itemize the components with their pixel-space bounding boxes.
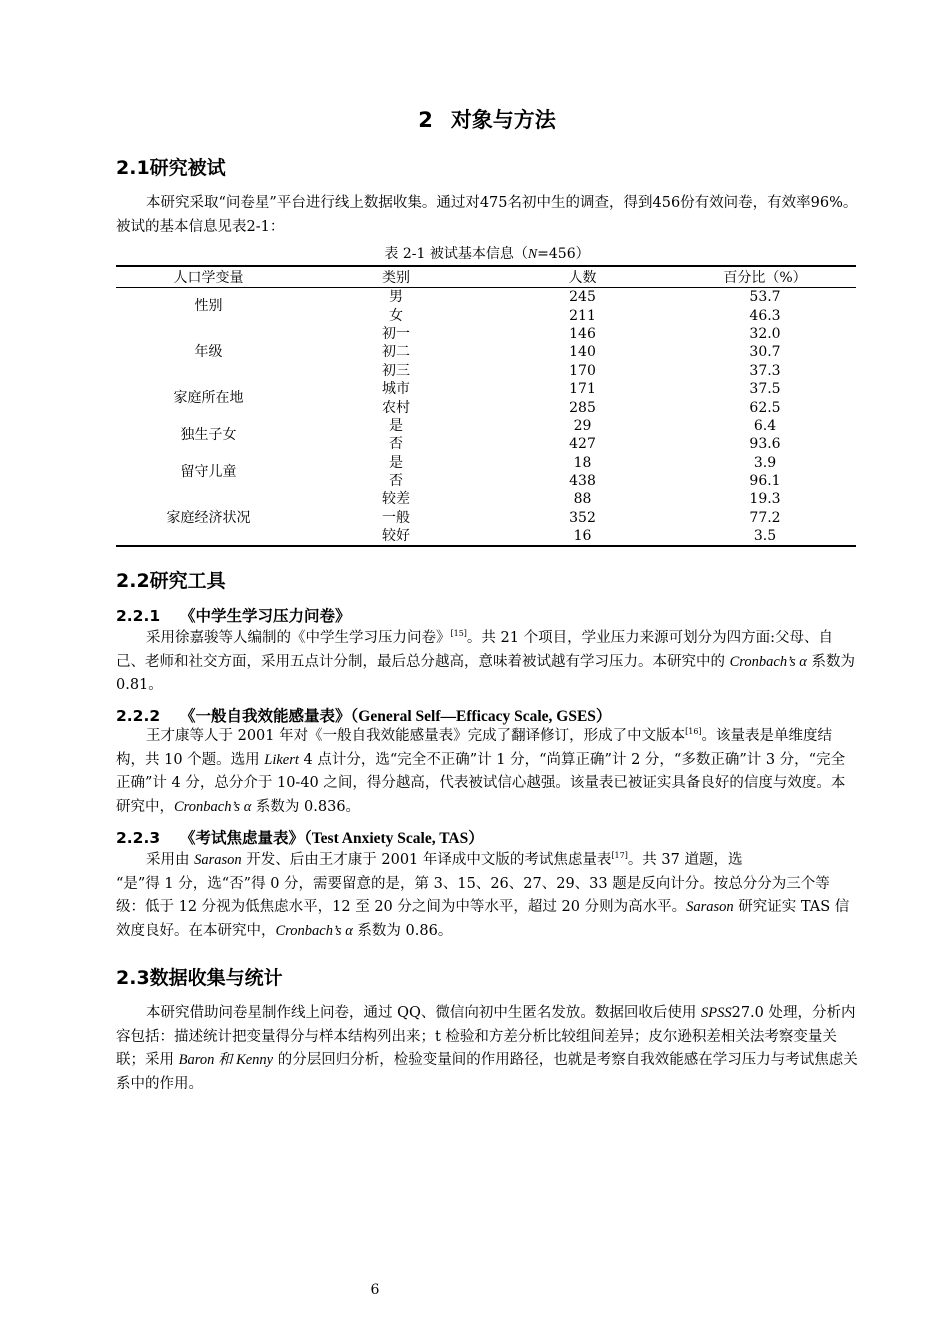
baron-kenny-term: Baron 和 Kenny [178, 1052, 274, 1068]
paragraph-text [116, 627, 858, 698]
text-run: “是”得 1 分，选“否”得 0 分，需要留意的是，第 3、15、26、27、29、33 题是反向计分。按总分分为三个等级：低于 12 分视为低焦虑水平，12 至 20 分之间为中等水平，超过 20 分则为高水平。 [116, 875, 830, 915]
percent-cell: 30.7 [749, 344, 781, 361]
citation-ref: [16] [685, 727, 702, 736]
text-run: 开发、后由王才康于 2001 年译成中文版的考试焦虑量表 [241, 852, 612, 868]
spss-term: SPSS [701, 1005, 732, 1021]
subsection-title-end: ） [468, 829, 484, 847]
page-number: 6 [370, 1282, 380, 1298]
text-run: 系数为 0.81。 [116, 653, 856, 693]
chapter-number: 2 [418, 108, 433, 132]
count-cell: 427 [569, 436, 596, 453]
paragraph-text [116, 725, 858, 819]
variable-name-cell: 留守儿童 [180, 463, 237, 480]
count-cell: 352 [569, 509, 596, 526]
text-run: 系数为 0.86。 [352, 922, 453, 939]
paragraph-text [116, 1002, 858, 1096]
count-cell: 438 [569, 473, 596, 490]
table-row [116, 490, 856, 508]
subsection-number: 2.2.2 [116, 707, 161, 725]
category-cell: 较差 [382, 491, 410, 508]
category-cell: 女 [389, 307, 403, 324]
percent-cell: 6.4 [753, 417, 777, 434]
caption-suffix: =456） [537, 246, 590, 262]
sarason-term: Sarason [194, 852, 242, 868]
subsection-heading-2-2-3 [116, 826, 484, 848]
text-run: 系数为 0.836。 [251, 798, 361, 815]
percent-cell: 77.2 [749, 509, 781, 526]
table-body [116, 288, 856, 547]
count-cell: 170 [569, 362, 596, 379]
category-cell: 一般 [382, 509, 410, 526]
table-row [116, 325, 856, 343]
subsection-heading-2-2-1 [116, 604, 351, 626]
category-cell: 初三 [382, 362, 410, 379]
paragraph-text [116, 873, 858, 944]
text-run: 王才康等人于 2001 年对《一般自我效能感量表》完成了翻译修订，形成了中文版本 [146, 728, 686, 744]
text-run: 4 点计分，选“完全不正确”计 1 分，“尚算正确”计 2 分，“多数正确”计 3 分，“完全正确”计 4 分，总分介于 10-40 之间，得分越高，代表被试信心越强。该量表已被证实具备良好的信度与效度。本研究中， [116, 751, 846, 815]
category-cell: 否 [389, 436, 403, 453]
count-cell: 18 [573, 454, 592, 471]
text-run: 。共 37 道题，选 [627, 852, 743, 868]
paragraph-line [116, 849, 858, 873]
alpha-term: Cronbach’s α [729, 653, 807, 670]
variable-name-cell: 性别 [194, 298, 223, 315]
category-cell: 否 [389, 473, 403, 490]
percent-cell: 62.5 [749, 399, 781, 416]
percent-cell: 53.7 [749, 289, 781, 306]
percent-cell: 3.5 [753, 528, 777, 545]
citation-ref: [15] [450, 629, 467, 638]
variable-name-cell: 独生子女 [180, 427, 237, 444]
table-caption [116, 243, 858, 263]
percent-cell: 37.3 [749, 362, 781, 379]
alpha-term: Cronbach’s α [174, 798, 252, 815]
variable-name-cell: 家庭经济状况 [166, 509, 251, 526]
table-row [116, 288, 856, 307]
table-header-row [116, 266, 856, 288]
subsection-title-end: ） [595, 707, 612, 725]
percent-cell: 46.3 [749, 307, 781, 324]
subsection-title: 《中学生学习压力问卷》 [180, 607, 351, 625]
section-heading-2-3: 2.3数据收集与统计 [116, 967, 283, 989]
subsection-2-2-3-paragraph [116, 849, 858, 943]
category-cell: 是 [389, 454, 403, 471]
subsection-title-en: General Self—Efficacy Scale, GSES [358, 708, 596, 725]
percent-cell: 3.9 [753, 454, 777, 471]
category-cell: 城市 [382, 381, 410, 398]
text-run: 27.0 处理，分析内容包括：描述统计把变量得分与样本结构列出来；t 检验和方差分析比较组间差异；皮尔逊积差相关法考察变量关联；采用 [116, 1005, 856, 1068]
percent-cell: 93.6 [749, 436, 781, 453]
subsection-title: 《一般自我效能感量表》（ [180, 707, 359, 725]
citation-ref: [17] [611, 851, 628, 860]
category-cell: 初二 [382, 344, 410, 361]
text-run: 。该量表是单维度结构，共 10 个题。选用 [116, 728, 833, 768]
category-cell: 农村 [382, 399, 410, 416]
count-cell: 211 [569, 307, 596, 324]
likert-term: Likert [264, 751, 299, 768]
chapter-title-text: 对象与方法 [450, 108, 556, 132]
percent-cell: 37.5 [749, 381, 781, 398]
column-header: 百分比（%） [674, 266, 856, 288]
column-header: 人数 [491, 266, 674, 288]
variable-name-cell: 年级 [194, 344, 223, 361]
paragraph-text: 本研究采取“问卷星”平台进行线上数据收集。通过对475名初中生的调查，得到456份有效问卷，有效率96%。被试的基本信息见表2-1： [116, 195, 858, 235]
section-2-1-paragraph [116, 192, 858, 239]
text-run: 本研究借助问卷星制作线上问卷，通过 QQ、微信向初中生匿名发放。数据回收后使用 [146, 1005, 701, 1021]
text-run: 。共 21 个项目，学业压力来源可划分为四方面:父母、自己、老师和社交方面，采用五点计分制，最后总分越高，意味着被试越有学习压力。本研究中的 [116, 630, 833, 670]
text-run: 的分层回归分析，检验变量间的作用路径，也就是考察自我效能感在学习压力与考试焦虑关系中的作用。 [116, 1052, 858, 1092]
column-header: 人口学变量 [116, 266, 301, 288]
percent-cell: 96.1 [749, 473, 781, 490]
count-cell: 88 [573, 491, 592, 508]
alpha-term: Cronbach’s α [275, 922, 353, 939]
subsection-title-en: Test Anxiety Scale, TAS [311, 830, 469, 847]
category-cell: 初一 [382, 325, 410, 342]
subsection-heading-2-2-2 [116, 704, 611, 726]
category-cell: 较好 [382, 528, 410, 545]
column-header: 类别 [301, 266, 491, 288]
percent-cell: 32.0 [749, 325, 781, 342]
demographics-table [116, 265, 856, 547]
percent-cell: 19.3 [749, 491, 781, 508]
table-row [116, 454, 856, 472]
count-cell: 16 [573, 528, 592, 545]
count-cell: 140 [569, 344, 596, 361]
count-cell: 245 [569, 289, 596, 306]
section-2-3-paragraph [116, 1002, 858, 1096]
subsection-2-2-2-paragraph [116, 725, 858, 819]
section-heading-2-2: 2.2研究工具 [116, 570, 226, 592]
sarason-term: Sarason [686, 899, 734, 915]
count-cell: 171 [569, 381, 596, 398]
variable-name-cell: 家庭所在地 [173, 390, 244, 407]
category-cell: 是 [389, 417, 403, 434]
count-cell: 29 [573, 417, 592, 434]
caption-n: N [527, 247, 538, 262]
caption-prefix: 表 2-1 被试基本信息（ [384, 246, 528, 262]
category-cell: 男 [389, 289, 403, 306]
table-row [116, 380, 856, 398]
section-heading-2-1: 2.1研究被试 [116, 157, 226, 179]
subsection-number: 2.2.1 [116, 607, 161, 625]
table-row [116, 417, 856, 435]
count-cell: 146 [569, 325, 596, 342]
text-run: 采用由 [146, 852, 195, 868]
text-run: 采用徐嘉骏等人编制的《中学生学习压力问卷》 [146, 630, 451, 646]
subsection-title: 《考试焦虑量表》（ [180, 829, 312, 847]
text-run: 研究证实 TAS 信效度良好。在本研究中， [116, 899, 850, 939]
count-cell: 285 [569, 399, 596, 416]
subsection-number: 2.2.3 [116, 829, 161, 847]
chapter-title [116, 104, 858, 134]
subsection-2-2-1-paragraph [116, 627, 858, 698]
